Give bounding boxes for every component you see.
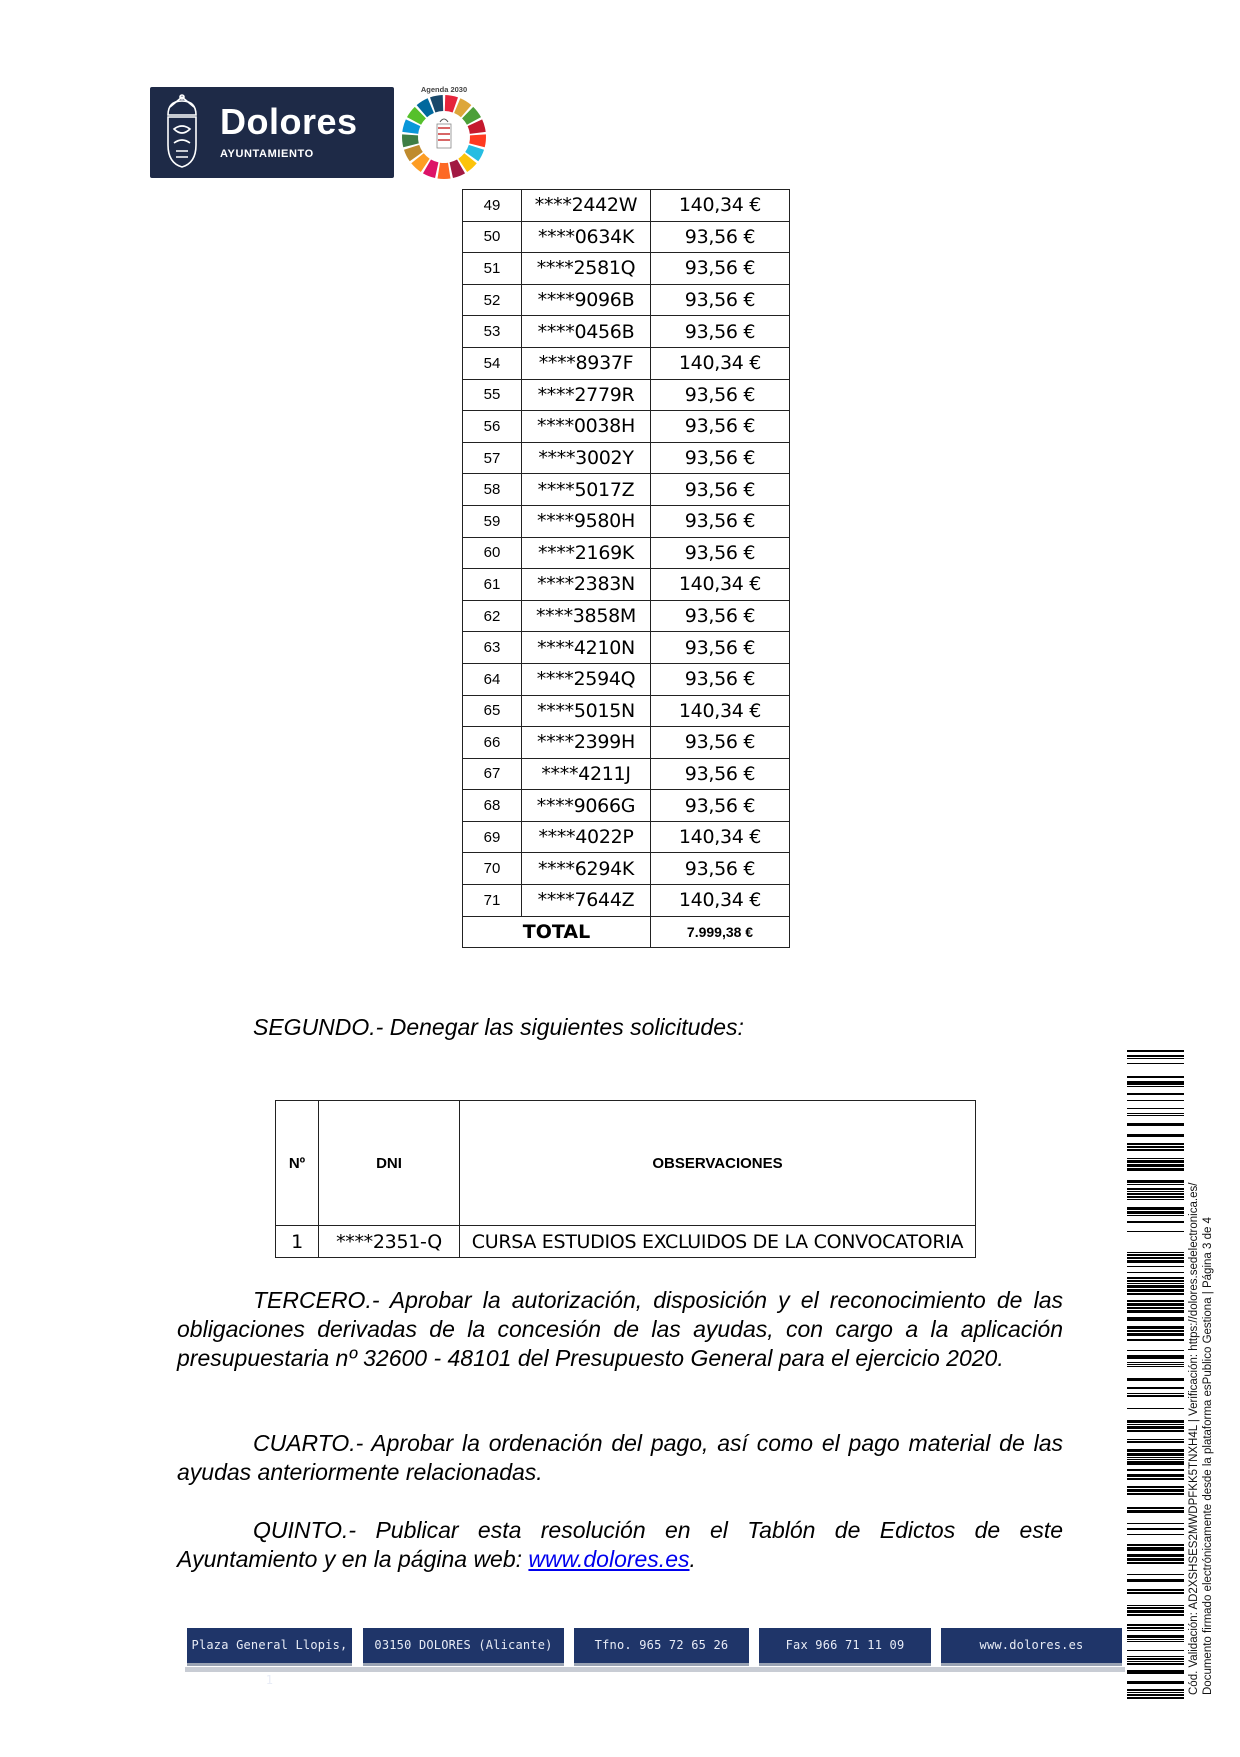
barcode-bar [1127, 1459, 1184, 1460]
footer-shadow [185, 1667, 1125, 1672]
barcode-bar [1127, 1457, 1184, 1458]
row-number: 60 [463, 537, 522, 569]
row-number: 71 [463, 885, 522, 917]
table-row [463, 537, 790, 569]
barcode-bar [1127, 1143, 1184, 1145]
table-row [463, 885, 790, 917]
table-row [463, 758, 790, 790]
barcode-bar [1127, 1093, 1184, 1095]
barcode-bar [1127, 1050, 1184, 1052]
barcode-bar [1127, 1486, 1184, 1488]
row-number: 59 [463, 505, 522, 537]
row-dni: ****0456B [522, 316, 651, 348]
table-row [463, 695, 790, 727]
row-dni: ****9580H [522, 505, 651, 537]
denied-dni: ****2351-Q [319, 1226, 460, 1258]
barcode-bar [1127, 1307, 1184, 1309]
barcode-bar [1127, 1168, 1184, 1171]
barcode-bar [1127, 1523, 1184, 1524]
barcode-bar [1127, 1605, 1184, 1606]
total-row [463, 916, 790, 948]
row-amount: 93,56 € [651, 853, 790, 885]
row-amount: 93,56 € [651, 600, 790, 632]
barcode-bar [1127, 1493, 1184, 1495]
barcode-bar [1127, 1215, 1184, 1216]
barcode-bar [1127, 1589, 1184, 1591]
total-label: TOTAL [463, 916, 651, 948]
barcode-bar [1127, 1221, 1184, 1223]
barcode-bar [1127, 1507, 1184, 1509]
row-amount: 93,56 € [651, 537, 790, 569]
barcode-bar [1127, 1469, 1184, 1471]
table-row [463, 569, 790, 601]
sdg-segment [469, 134, 486, 147]
row-number: 52 [463, 284, 522, 316]
barcode-bar [1127, 1430, 1184, 1432]
denied-table-header [276, 1101, 976, 1226]
barcode-bar [1127, 1395, 1184, 1397]
validation-barcode-icon [1127, 1050, 1184, 1700]
row-number: 57 [463, 442, 522, 474]
barcode-bar [1127, 1478, 1184, 1480]
barcode-bar [1127, 1681, 1184, 1684]
barcode-bar [1127, 1697, 1184, 1699]
validation-text [1187, 1183, 1215, 1695]
barcode-bar [1127, 1641, 1184, 1642]
barcode-bar [1127, 1266, 1184, 1267]
barcode-bar [1127, 1424, 1184, 1425]
barcode-bar [1127, 1449, 1184, 1452]
row-number: 68 [463, 790, 522, 822]
row-dni: ****2779R [522, 379, 651, 411]
barcode-bar [1127, 1350, 1184, 1351]
barcode-bar [1127, 1627, 1184, 1629]
tercero-paragraph: TERCERO.- Aprobar la autorización, disposición y el reconocimiento de las obligaciones derivadas de la concesión de las ayudas, con cargo a la aplicación presupuestaria nº 32600 - 48101 del Presupuesto General para el ejercicio 2020. [177, 1287, 1063, 1371]
row-number: 53 [463, 316, 522, 348]
barcode-bar [1127, 1310, 1184, 1313]
barcode-bar [1127, 1510, 1184, 1513]
table-row [463, 632, 790, 664]
barcode-bar [1127, 1252, 1184, 1253]
logo-title: Dolores [220, 101, 358, 142]
row-dni: ****2169K [522, 537, 651, 569]
barcode-bar [1127, 1639, 1184, 1640]
barcode-bar [1127, 1663, 1184, 1665]
row-number: 58 [463, 474, 522, 506]
barcode-bar [1127, 1661, 1184, 1662]
barcode-bar [1127, 1272, 1184, 1273]
barcode-bar [1127, 1196, 1184, 1198]
table-row [463, 347, 790, 379]
barcode-bar [1127, 1333, 1184, 1336]
row-number: 67 [463, 758, 522, 790]
row-number: 56 [463, 411, 522, 443]
barcode-bar [1127, 1283, 1184, 1284]
barcode-bar [1127, 1231, 1184, 1232]
row-amount: 140,34 € [651, 347, 790, 379]
barcode-bar [1127, 1670, 1184, 1674]
barcode-bar [1127, 1180, 1184, 1183]
barcode-bar [1127, 1624, 1184, 1626]
barcode-bar [1127, 1055, 1184, 1057]
barcode-bar [1127, 1554, 1184, 1557]
validation-line-1: Cód. Validación: AD2XSHSES2MWDPFKK5TNXH4L | Verificación: https://dolores.sedelectronica.es/ [1188, 1182, 1200, 1695]
barcode-bar [1127, 1534, 1184, 1535]
barcode-bar [1127, 1610, 1184, 1613]
coat-of-arms-icon [160, 93, 204, 171]
barcode-bar [1127, 1607, 1184, 1609]
barcode-bar [1127, 1164, 1184, 1167]
barcode-bar [1127, 1076, 1184, 1078]
row-amount: 93,56 € [651, 474, 790, 506]
validation-line-2: Documento firmado electrónicamente desde la plataforma esPublico Gestiona | Página 3 de 4 [1202, 1217, 1214, 1695]
barcode-bar [1127, 1614, 1184, 1616]
table-row [463, 379, 790, 411]
row-dni: ****5017Z [522, 474, 651, 506]
barcode-bar [1127, 1366, 1184, 1367]
barcode-bar [1127, 1579, 1184, 1582]
table-row [463, 853, 790, 885]
barcode-bar [1127, 1317, 1184, 1321]
row-number: 54 [463, 347, 522, 379]
row-dni: ****7644Z [522, 885, 651, 917]
table-row [463, 505, 790, 537]
barcode-bar [1127, 1339, 1184, 1341]
quinto-paragraph [177, 1516, 1063, 1574]
barcode-bar [1127, 1160, 1184, 1163]
row-dni: ****0634K [522, 221, 651, 253]
barcode-bar [1127, 1260, 1184, 1263]
row-dni: ****4211J [522, 758, 651, 790]
row-amount: 140,34 € [651, 695, 790, 727]
barcode-bar [1127, 1393, 1184, 1394]
barcode-bar [1127, 1257, 1184, 1259]
barcode-bar [1127, 1303, 1184, 1306]
row-amount: 93,56 € [651, 663, 790, 695]
table-row [463, 316, 790, 348]
row-number: 70 [463, 853, 522, 885]
row-dni: ****9066G [522, 790, 651, 822]
row-amount: 140,34 € [651, 885, 790, 917]
barcode-bar [1127, 1574, 1184, 1575]
barcode-bar [1127, 1188, 1184, 1190]
barcode-bar [1127, 1547, 1184, 1551]
row-amount: 93,56 € [651, 284, 790, 316]
barcode-bar [1127, 1330, 1184, 1332]
row-dni: ****5015N [522, 695, 651, 727]
barcode-bar [1127, 1692, 1184, 1693]
barcode-bar [1127, 1528, 1184, 1530]
footer-fax: Fax 966 71 11 09 [759, 1628, 931, 1666]
cuarto-paragraph: CUARTO.- Aprobar la ordenación del pago, así como el pago material de las ayudas anteriormente relacionadas. [177, 1430, 1063, 1485]
barcode-bar [1127, 1420, 1184, 1423]
row-amount: 93,56 € [651, 505, 790, 537]
barcode-bar [1127, 1426, 1184, 1429]
barcode-bar [1127, 1115, 1184, 1116]
row-number: 50 [463, 221, 522, 253]
row-dni: ****2399H [522, 727, 651, 759]
denied-table [275, 1100, 976, 1258]
table-row [463, 600, 790, 632]
table-row [463, 474, 790, 506]
barcode-bar [1127, 1123, 1184, 1126]
row-amount: 93,56 € [651, 316, 790, 348]
row-amount: 93,56 € [651, 411, 790, 443]
quinto-text: QUINTO.- Publicar esta resolución en el Tablón de Edictos de este Ayuntamiento y en la página web: [177, 1517, 1063, 1572]
quinto-end: . [689, 1546, 696, 1572]
row-amount: 93,56 € [651, 790, 790, 822]
row-dni: ****0038H [522, 411, 651, 443]
website-link[interactable]: www.dolores.es [528, 1546, 690, 1572]
table-row [276, 1226, 976, 1258]
barcode-bar [1127, 1592, 1184, 1594]
table-row [463, 411, 790, 443]
sdg-segment [402, 134, 419, 147]
row-number: 62 [463, 600, 522, 632]
barcode-bar [1127, 1453, 1184, 1456]
barcode-bar [1127, 1694, 1184, 1696]
logo-subtitle: AYUNTAMIENTO [220, 148, 314, 160]
barcode-bar [1127, 1408, 1184, 1409]
segundo-paragraph: SEGUNDO.- Denegar las siguientes solicitudes: [253, 1014, 744, 1040]
row-number: 63 [463, 632, 522, 664]
table-row [463, 821, 790, 853]
row-amount: 93,56 € [651, 253, 790, 285]
table-row [463, 284, 790, 316]
beneficiaries-table [462, 189, 790, 948]
barcode-bar [1127, 1113, 1184, 1114]
barcode-bar [1127, 1149, 1184, 1151]
ayuntamiento-logo [150, 87, 394, 178]
barcode-bar [1127, 1108, 1184, 1109]
agenda-2030-logo [398, 84, 490, 182]
table-row [463, 221, 790, 253]
barcode-bar [1127, 1461, 1184, 1465]
barcode-bar [1127, 1184, 1184, 1185]
row-amount: 140,34 € [651, 569, 790, 601]
row-number: 69 [463, 821, 522, 853]
barcode-bar [1127, 1635, 1184, 1638]
table-row [463, 253, 790, 285]
row-dni: ****8937F [522, 347, 651, 379]
row-amount: 140,34 € [651, 190, 790, 222]
row-dni: ****4022P [522, 821, 651, 853]
table-row [463, 663, 790, 695]
row-number: 65 [463, 695, 522, 727]
row-amount: 93,56 € [651, 727, 790, 759]
table-row [463, 442, 790, 474]
barcode-bar [1127, 1387, 1184, 1389]
barcode-bar [1127, 1441, 1184, 1443]
barcode-bar [1127, 1364, 1184, 1365]
row-amount: 93,56 € [651, 379, 790, 411]
barcode-bar [1127, 1086, 1184, 1087]
barcode-bar [1127, 1134, 1184, 1137]
row-dni: ****3002Y [522, 442, 651, 474]
barcode-bar [1127, 1081, 1184, 1085]
barcode-bar [1127, 1558, 1184, 1561]
barcode-bar [1127, 1100, 1184, 1101]
barcode-bar [1127, 1355, 1184, 1359]
footer-web: www.dolores.es [941, 1628, 1122, 1666]
barcode-bar [1127, 1689, 1184, 1691]
row-amount: 93,56 € [651, 442, 790, 474]
row-number: 55 [463, 379, 522, 411]
row-dni: ****2581Q [522, 253, 651, 285]
barcode-bar [1127, 1277, 1184, 1279]
table-row [463, 190, 790, 222]
table-row [463, 727, 790, 759]
barcode-bar [1127, 1280, 1184, 1282]
row-amount: 93,56 € [651, 758, 790, 790]
barcode-bar [1127, 1199, 1184, 1200]
barcode-bar [1127, 1254, 1184, 1256]
barcode-bar [1127, 1058, 1184, 1059]
barcode-bar [1127, 1293, 1184, 1295]
header-observations: OBSERVACIONES [460, 1101, 976, 1226]
row-dni: ****6294K [522, 853, 651, 885]
row-dni: ****2442W [522, 190, 651, 222]
footer-bar [187, 1628, 1122, 1687]
barcode-bar [1127, 1378, 1184, 1381]
barcode-bar [1127, 1362, 1184, 1363]
row-dni: ****2594Q [522, 663, 651, 695]
barcode-bar [1127, 1326, 1184, 1329]
row-number: 66 [463, 727, 522, 759]
row-amount: 93,56 € [651, 221, 790, 253]
total-amount: 7.999,38 € [651, 916, 790, 948]
row-number: 64 [463, 663, 522, 695]
barcode-bar [1127, 1289, 1184, 1292]
barcode-bar [1127, 1146, 1184, 1148]
row-dni: ****3858M [522, 600, 651, 632]
header-number: Nº [276, 1101, 319, 1226]
table-row [463, 790, 790, 822]
row-number: 61 [463, 569, 522, 601]
barcode-bar [1127, 1650, 1184, 1651]
footer-city: 03150 DOLORES (Alicante) [363, 1628, 564, 1666]
denied-observation: CURSA ESTUDIOS EXCLUIDOS DE LA CONVOCATORIA [460, 1226, 976, 1258]
barcode-bar [1127, 1630, 1184, 1631]
row-dni: ****2383N [522, 569, 651, 601]
barcode-bar [1127, 1158, 1184, 1159]
row-number: 49 [463, 190, 522, 222]
footer-address: Plaza General Llopis, 1 [187, 1628, 352, 1666]
agenda-label: Agenda 2030 [420, 85, 468, 94]
barcode-bar [1127, 1285, 1184, 1288]
row-amount: 140,34 € [651, 821, 790, 853]
denied-number: 1 [276, 1226, 319, 1258]
barcode-bar [1127, 1474, 1184, 1477]
footer-phone: Tfno. 965 72 65 26 [574, 1628, 749, 1666]
barcode-bar [1127, 1656, 1184, 1657]
row-number: 51 [463, 253, 522, 285]
barcode-bar [1127, 1191, 1184, 1192]
barcode-bar [1127, 1658, 1184, 1660]
barcode-bar [1127, 1544, 1184, 1546]
barcode-bar [1127, 1207, 1184, 1210]
barcode-bar [1127, 1489, 1184, 1492]
sdg-segment [438, 163, 451, 179]
header-dni: DNI [319, 1101, 460, 1226]
barcode-bar [1127, 1300, 1184, 1302]
barcode-bar [1127, 1211, 1184, 1214]
barcode-bar [1127, 1439, 1184, 1440]
barcode-bar [1127, 1193, 1184, 1195]
row-dni: ****9096B [522, 284, 651, 316]
barcode-bar [1127, 1562, 1184, 1564]
regional-emblem-icon [437, 119, 451, 148]
barcode-bar [1127, 1063, 1184, 1064]
row-amount: 93,56 € [651, 632, 790, 664]
row-dni: ****4210N [522, 632, 651, 664]
